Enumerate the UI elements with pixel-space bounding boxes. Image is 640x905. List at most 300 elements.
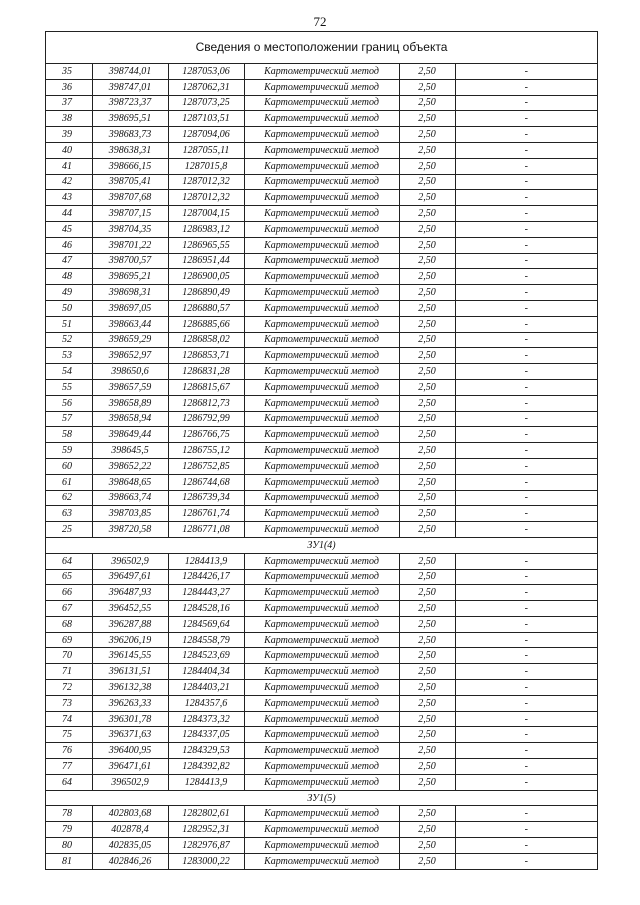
accuracy-cell: 2,50 (399, 221, 455, 237)
method-cell: Картометрический метод (244, 601, 399, 617)
coord-x-cell: 398697,05 (92, 300, 168, 316)
coord-y-cell: 1282952,31 (168, 822, 244, 838)
table-row (46, 458, 597, 474)
coord-x-cell: 398657,59 (92, 379, 168, 395)
coord-y-cell: 1284413,9 (168, 774, 244, 790)
description-cell: - (455, 506, 597, 522)
accuracy-cell: 2,50 (399, 300, 455, 316)
coord-y-cell: 1286890,49 (168, 285, 244, 301)
point-number-cell: 55 (46, 379, 92, 395)
method-cell: Картометрический метод (244, 806, 399, 822)
table-row (46, 174, 597, 190)
description-cell: - (455, 585, 597, 601)
coord-x-cell: 402835,05 (92, 838, 168, 854)
coord-y-cell: 1287015,8 (168, 158, 244, 174)
coord-y-cell: 1282802,61 (168, 806, 244, 822)
description-cell: - (455, 727, 597, 743)
description-cell: - (455, 695, 597, 711)
description-cell: - (455, 127, 597, 143)
method-cell: Картометрический метод (244, 822, 399, 838)
coord-x-cell: 398695,51 (92, 111, 168, 127)
method-cell: Картометрический метод (244, 95, 399, 111)
description-cell: - (455, 395, 597, 411)
table-row (46, 569, 597, 585)
accuracy-cell: 2,50 (399, 838, 455, 854)
coord-x-cell: 398698,31 (92, 285, 168, 301)
accuracy-cell: 2,50 (399, 253, 455, 269)
method-cell: Картометрический метод (244, 285, 399, 301)
coord-y-cell: 1284357,6 (168, 695, 244, 711)
coord-x-cell: 396131,51 (92, 664, 168, 680)
coordinates-grid (46, 64, 597, 869)
accuracy-cell: 2,50 (399, 695, 455, 711)
table-row (46, 490, 597, 506)
method-cell: Картометрический метод (244, 300, 399, 316)
method-cell: Картометрический метод (244, 379, 399, 395)
accuracy-cell: 2,50 (399, 316, 455, 332)
point-number-cell: 43 (46, 190, 92, 206)
table-row (46, 300, 597, 316)
coord-y-cell: 1284404,34 (168, 664, 244, 680)
description-cell: - (455, 111, 597, 127)
coord-x-cell: 398700,57 (92, 253, 168, 269)
point-number-cell: 35 (46, 64, 92, 79)
coord-x-cell: 398648,65 (92, 474, 168, 490)
coord-y-cell: 1287012,32 (168, 174, 244, 190)
accuracy-cell: 2,50 (399, 348, 455, 364)
table-row (46, 664, 597, 680)
coord-y-cell: 1284373,32 (168, 711, 244, 727)
table-row (46, 506, 597, 522)
accuracy-cell: 2,50 (399, 364, 455, 380)
accuracy-cell: 2,50 (399, 95, 455, 111)
accuracy-cell: 2,50 (399, 142, 455, 158)
point-number-cell: 76 (46, 743, 92, 759)
table-row (46, 158, 597, 174)
boundary-coordinates-table (45, 31, 598, 870)
accuracy-cell: 2,50 (399, 158, 455, 174)
section-heading-row (46, 790, 597, 806)
point-number-cell: 62 (46, 490, 92, 506)
table-row (46, 332, 597, 348)
table-row (46, 95, 597, 111)
description-cell: - (455, 174, 597, 190)
accuracy-cell: 2,50 (399, 237, 455, 253)
method-cell: Картометрический метод (244, 221, 399, 237)
description-cell: - (455, 253, 597, 269)
description-cell: - (455, 522, 597, 538)
method-cell: Картометрический метод (244, 142, 399, 158)
description-cell: - (455, 79, 597, 95)
description-cell: - (455, 190, 597, 206)
description-cell: - (455, 616, 597, 632)
point-number-cell: 25 (46, 522, 92, 538)
coord-x-cell: 398707,68 (92, 190, 168, 206)
coord-x-cell: 396452,55 (92, 601, 168, 617)
method-cell: Картометрический метод (244, 364, 399, 380)
accuracy-cell: 2,50 (399, 395, 455, 411)
description-cell: - (455, 269, 597, 285)
accuracy-cell: 2,50 (399, 79, 455, 95)
coord-y-cell: 1286965,55 (168, 237, 244, 253)
description-cell: - (455, 632, 597, 648)
table-row (46, 79, 597, 95)
point-number-cell: 63 (46, 506, 92, 522)
accuracy-cell: 2,50 (399, 474, 455, 490)
table-row (46, 364, 597, 380)
coord-x-cell: 398663,74 (92, 490, 168, 506)
coord-x-cell: 398707,15 (92, 206, 168, 222)
point-number-cell: 52 (46, 332, 92, 348)
method-cell: Картометрический метод (244, 727, 399, 743)
coord-x-cell: 398703,85 (92, 506, 168, 522)
coord-y-cell: 1286983,12 (168, 221, 244, 237)
table-row (46, 411, 597, 427)
coord-x-cell: 396206,19 (92, 632, 168, 648)
coord-y-cell: 1286766,75 (168, 427, 244, 443)
point-number-cell: 69 (46, 632, 92, 648)
description-cell: - (455, 853, 597, 868)
page-number: 72 (313, 14, 327, 29)
coord-x-cell: 398701,22 (92, 237, 168, 253)
method-cell: Картометрический метод (244, 632, 399, 648)
accuracy-cell: 2,50 (399, 585, 455, 601)
description-cell: - (455, 711, 597, 727)
coord-x-cell: 398744,01 (92, 64, 168, 79)
coord-x-cell: 398638,31 (92, 142, 168, 158)
coord-y-cell: 1283000,22 (168, 853, 244, 868)
coord-y-cell: 1286858,02 (168, 332, 244, 348)
coord-x-cell: 398658,94 (92, 411, 168, 427)
method-cell: Картометрический метод (244, 648, 399, 664)
coord-y-cell: 1286885,66 (168, 316, 244, 332)
description-cell: - (455, 822, 597, 838)
coord-y-cell: 1286761,74 (168, 506, 244, 522)
method-cell: Картометрический метод (244, 79, 399, 95)
coord-x-cell: 398652,97 (92, 348, 168, 364)
point-number-cell: 74 (46, 711, 92, 727)
table-row (46, 616, 597, 632)
description-cell: - (455, 316, 597, 332)
table-row (46, 522, 597, 538)
table-row (46, 190, 597, 206)
table-row (46, 774, 597, 790)
coord-y-cell: 1284426,17 (168, 569, 244, 585)
description-cell: - (455, 348, 597, 364)
section-heading-row (46, 537, 597, 553)
point-number-cell: 78 (46, 806, 92, 822)
description-cell: - (455, 553, 597, 569)
method-cell: Картометрический метод (244, 711, 399, 727)
accuracy-cell: 2,50 (399, 711, 455, 727)
point-number-cell: 46 (46, 237, 92, 253)
coord-y-cell: 1284558,79 (168, 632, 244, 648)
point-number-cell: 77 (46, 759, 92, 775)
table-row (46, 806, 597, 822)
description-cell: - (455, 95, 597, 111)
method-cell: Картометрический метод (244, 158, 399, 174)
point-number-cell: 58 (46, 427, 92, 443)
accuracy-cell: 2,50 (399, 664, 455, 680)
coord-y-cell: 1284413,9 (168, 553, 244, 569)
accuracy-cell: 2,50 (399, 332, 455, 348)
table-row (46, 142, 597, 158)
accuracy-cell: 2,50 (399, 727, 455, 743)
table-row (46, 553, 597, 569)
coord-y-cell: 1286853,71 (168, 348, 244, 364)
coord-y-cell: 1287094,06 (168, 127, 244, 143)
description-cell: - (455, 237, 597, 253)
coord-y-cell: 1286812,73 (168, 395, 244, 411)
description-cell: - (455, 774, 597, 790)
point-number-cell: 71 (46, 664, 92, 680)
coord-y-cell: 1284443,27 (168, 585, 244, 601)
accuracy-cell: 2,50 (399, 632, 455, 648)
method-cell: Картометрический метод (244, 522, 399, 538)
method-cell: Картометрический метод (244, 474, 399, 490)
table-row (46, 743, 597, 759)
table-row (46, 680, 597, 696)
description-cell: - (455, 648, 597, 664)
accuracy-cell: 2,50 (399, 458, 455, 474)
method-cell: Картометрический метод (244, 490, 399, 506)
coord-y-cell: 1286744,68 (168, 474, 244, 490)
coord-y-cell: 1287012,32 (168, 190, 244, 206)
point-number-cell: 38 (46, 111, 92, 127)
coord-y-cell: 1284528,16 (168, 601, 244, 617)
accuracy-cell: 2,50 (399, 759, 455, 775)
table-title: Сведения о местоположении границ объекта (46, 32, 597, 64)
accuracy-cell: 2,50 (399, 490, 455, 506)
coord-y-cell: 1286752,85 (168, 458, 244, 474)
table-row (46, 206, 597, 222)
table-row (46, 632, 597, 648)
method-cell: Картометрический метод (244, 111, 399, 127)
description-cell: - (455, 601, 597, 617)
coord-x-cell: 398666,15 (92, 158, 168, 174)
accuracy-cell: 2,50 (399, 427, 455, 443)
coord-x-cell: 396287,88 (92, 616, 168, 632)
table-row (46, 759, 597, 775)
point-number-cell: 67 (46, 601, 92, 617)
method-cell: Картометрический метод (244, 332, 399, 348)
section-heading: ЗУ1(4) (46, 537, 597, 553)
accuracy-cell: 2,50 (399, 379, 455, 395)
accuracy-cell: 2,50 (399, 601, 455, 617)
coord-x-cell: 396487,93 (92, 585, 168, 601)
table-row (46, 585, 597, 601)
method-cell: Картометрический метод (244, 206, 399, 222)
method-cell: Картометрический метод (244, 427, 399, 443)
description-cell: - (455, 427, 597, 443)
accuracy-cell: 2,50 (399, 522, 455, 538)
coord-y-cell: 1286815,67 (168, 379, 244, 395)
coord-x-cell: 398683,73 (92, 127, 168, 143)
table-row (46, 111, 597, 127)
coord-x-cell: 402803,68 (92, 806, 168, 822)
description-cell: - (455, 221, 597, 237)
table-row (46, 648, 597, 664)
point-number-cell: 56 (46, 395, 92, 411)
table-row (46, 711, 597, 727)
method-cell: Картометрический метод (244, 506, 399, 522)
description-cell: - (455, 443, 597, 459)
point-number-cell: 81 (46, 853, 92, 868)
point-number-cell: 50 (46, 300, 92, 316)
coord-y-cell: 1286739,34 (168, 490, 244, 506)
coord-x-cell: 398645,5 (92, 443, 168, 459)
point-number-cell: 65 (46, 569, 92, 585)
method-cell: Картометрический метод (244, 64, 399, 79)
point-number-cell: 72 (46, 680, 92, 696)
table-row (46, 64, 597, 79)
method-cell: Картометрический метод (244, 237, 399, 253)
point-number-cell: 66 (46, 585, 92, 601)
coord-y-cell: 1284403,21 (168, 680, 244, 696)
point-number-cell: 48 (46, 269, 92, 285)
coord-y-cell: 1286900,05 (168, 269, 244, 285)
point-number-cell: 49 (46, 285, 92, 301)
method-cell: Картометрический метод (244, 695, 399, 711)
table-row (46, 348, 597, 364)
table-row (46, 474, 597, 490)
point-number-cell: 60 (46, 458, 92, 474)
description-cell: - (455, 411, 597, 427)
coord-y-cell: 1287055,11 (168, 142, 244, 158)
method-cell: Картометрический метод (244, 174, 399, 190)
coord-y-cell: 1287053,06 (168, 64, 244, 79)
accuracy-cell: 2,50 (399, 774, 455, 790)
point-number-cell: 41 (46, 158, 92, 174)
point-number-cell: 42 (46, 174, 92, 190)
coord-x-cell: 402846,26 (92, 853, 168, 868)
table-row (46, 727, 597, 743)
coord-y-cell: 1284337,05 (168, 727, 244, 743)
description-cell: - (455, 474, 597, 490)
coord-y-cell: 1287004,15 (168, 206, 244, 222)
coord-x-cell: 396263,33 (92, 695, 168, 711)
accuracy-cell: 2,50 (399, 616, 455, 632)
method-cell: Картометрический метод (244, 316, 399, 332)
coord-x-cell: 396502,9 (92, 774, 168, 790)
description-cell: - (455, 64, 597, 79)
method-cell: Картометрический метод (244, 395, 399, 411)
accuracy-cell: 2,50 (399, 190, 455, 206)
method-cell: Картометрический метод (244, 411, 399, 427)
point-number-cell: 75 (46, 727, 92, 743)
coord-y-cell: 1282976,87 (168, 838, 244, 854)
method-cell: Картометрический метод (244, 569, 399, 585)
table-row (46, 285, 597, 301)
accuracy-cell: 2,50 (399, 648, 455, 664)
description-cell: - (455, 490, 597, 506)
method-cell: Картометрический метод (244, 348, 399, 364)
method-cell: Картометрический метод (244, 853, 399, 868)
table-row (46, 269, 597, 285)
description-cell: - (455, 332, 597, 348)
method-cell: Картометрический метод (244, 774, 399, 790)
method-cell: Картометрический метод (244, 127, 399, 143)
coord-x-cell: 398658,89 (92, 395, 168, 411)
coord-x-cell: 398650,6 (92, 364, 168, 380)
section-heading: ЗУ1(5) (46, 790, 597, 806)
accuracy-cell: 2,50 (399, 64, 455, 79)
coord-x-cell: 398704,35 (92, 221, 168, 237)
table-row (46, 316, 597, 332)
coord-y-cell: 1287073,25 (168, 95, 244, 111)
method-cell: Картометрический метод (244, 458, 399, 474)
point-number-cell: 70 (46, 648, 92, 664)
point-number-cell: 64 (46, 774, 92, 790)
method-cell: Картометрический метод (244, 759, 399, 775)
coord-x-cell: 398695,21 (92, 269, 168, 285)
description-cell: - (455, 680, 597, 696)
point-number-cell: 44 (46, 206, 92, 222)
table-row (46, 253, 597, 269)
point-number-cell: 37 (46, 95, 92, 111)
method-cell: Картометрический метод (244, 680, 399, 696)
point-number-cell: 53 (46, 348, 92, 364)
coord-y-cell: 1286792,99 (168, 411, 244, 427)
description-cell: - (455, 285, 597, 301)
point-number-cell: 80 (46, 838, 92, 854)
method-cell: Картометрический метод (244, 664, 399, 680)
accuracy-cell: 2,50 (399, 569, 455, 585)
coord-x-cell: 398663,44 (92, 316, 168, 332)
table-row (46, 601, 597, 617)
point-number-cell: 61 (46, 474, 92, 490)
description-cell: - (455, 759, 597, 775)
coord-x-cell: 398720,58 (92, 522, 168, 538)
description-cell: - (455, 364, 597, 380)
point-number-cell: 39 (46, 127, 92, 143)
accuracy-cell: 2,50 (399, 127, 455, 143)
point-number-cell: 68 (46, 616, 92, 632)
coord-y-cell: 1286771,08 (168, 522, 244, 538)
coord-x-cell: 396301,78 (92, 711, 168, 727)
point-number-cell: 59 (46, 443, 92, 459)
coord-x-cell: 396145,55 (92, 648, 168, 664)
coord-x-cell: 396371,63 (92, 727, 168, 743)
accuracy-cell: 2,50 (399, 680, 455, 696)
accuracy-cell: 2,50 (399, 111, 455, 127)
point-number-cell: 79 (46, 822, 92, 838)
point-number-cell: 40 (46, 142, 92, 158)
coord-y-cell: 1286951,44 (168, 253, 244, 269)
description-cell: - (455, 142, 597, 158)
coord-y-cell: 1287103,51 (168, 111, 244, 127)
table-row (46, 443, 597, 459)
description-cell: - (455, 158, 597, 174)
coord-x-cell: 396502,9 (92, 553, 168, 569)
method-cell: Картометрический метод (244, 616, 399, 632)
point-number-cell: 36 (46, 79, 92, 95)
description-cell: - (455, 838, 597, 854)
table-row (46, 427, 597, 443)
description-cell: - (455, 806, 597, 822)
description-cell: - (455, 743, 597, 759)
coord-y-cell: 1284392,82 (168, 759, 244, 775)
coord-x-cell: 398659,29 (92, 332, 168, 348)
coord-y-cell: 1286831,28 (168, 364, 244, 380)
table-row (46, 695, 597, 711)
accuracy-cell: 2,50 (399, 822, 455, 838)
accuracy-cell: 2,50 (399, 553, 455, 569)
description-cell: - (455, 458, 597, 474)
accuracy-cell: 2,50 (399, 506, 455, 522)
table-row (46, 395, 597, 411)
point-number-cell: 47 (46, 253, 92, 269)
